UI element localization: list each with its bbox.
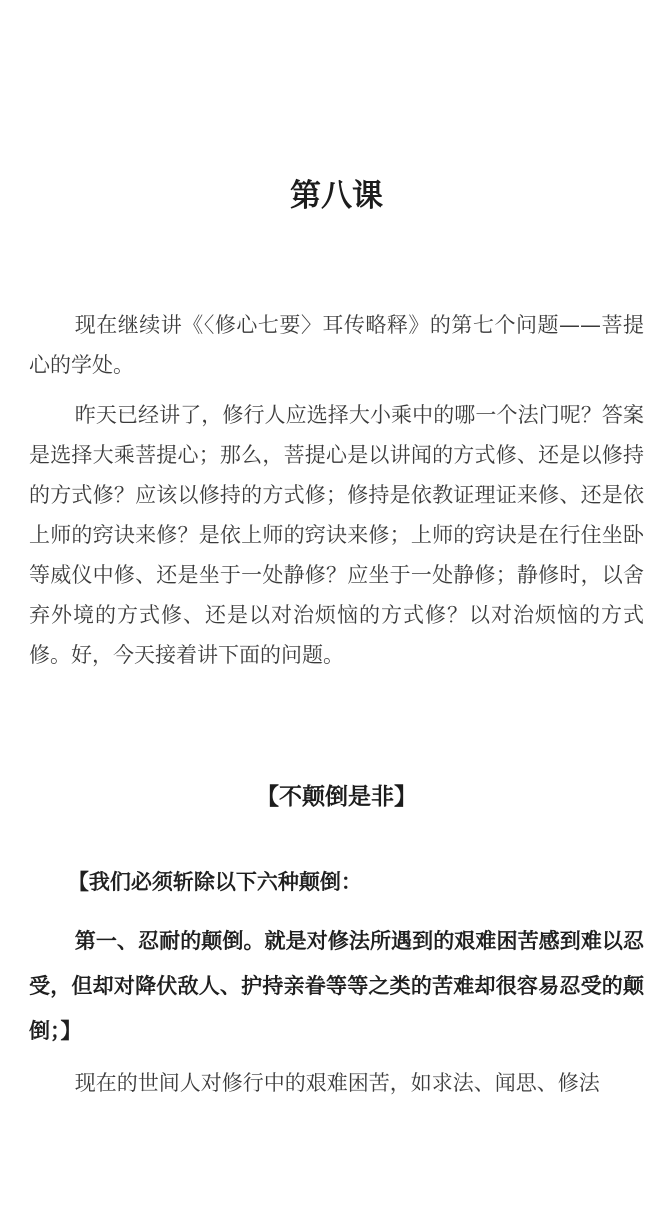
quote-intro: 【我们必须斩除以下六种颠倒：	[67, 869, 362, 894]
quote-item-1: 第一、忍耐的颠倒。就是对修法所遇到的艰难困苦感到难以忍受，但却对降伏敌人、护持亲眷等等之类的苦难却很容易忍受的颠倒；】	[29, 928, 644, 1043]
paragraph-trailing: 现在的世间人对修行中的艰难困苦，如求法、闻思、修法	[74, 1071, 600, 1095]
section-title: 【不颠倒是非】	[256, 783, 417, 810]
paragraph-intro: 现在继续讲《〈修心七要〉耳传略释》的第七个问题——菩提心的学处。	[29, 313, 644, 377]
paragraph-review: 昨天已经讲了，修行人应选择大小乘中的哪一个法门呢？答案是选择大乘菩提心；那么，菩提心是以讲闻的方式修、还是以修持的方式修？应该以修持的方式修；修持是依教证理证来修、还是依上师的窍诀来修？是依上师的窍诀来修；上师的窍诀是在行住坐卧等威仪中修、还是坐于一处静修？应坐于一处静修；静修时，以舍弃外境的方式修、还是以对治烦恼的方式修？以对治烦恼的方式修。好，今天接着讲下面的问题。	[29, 403, 644, 667]
chapter-title: 第八课	[290, 178, 383, 214]
